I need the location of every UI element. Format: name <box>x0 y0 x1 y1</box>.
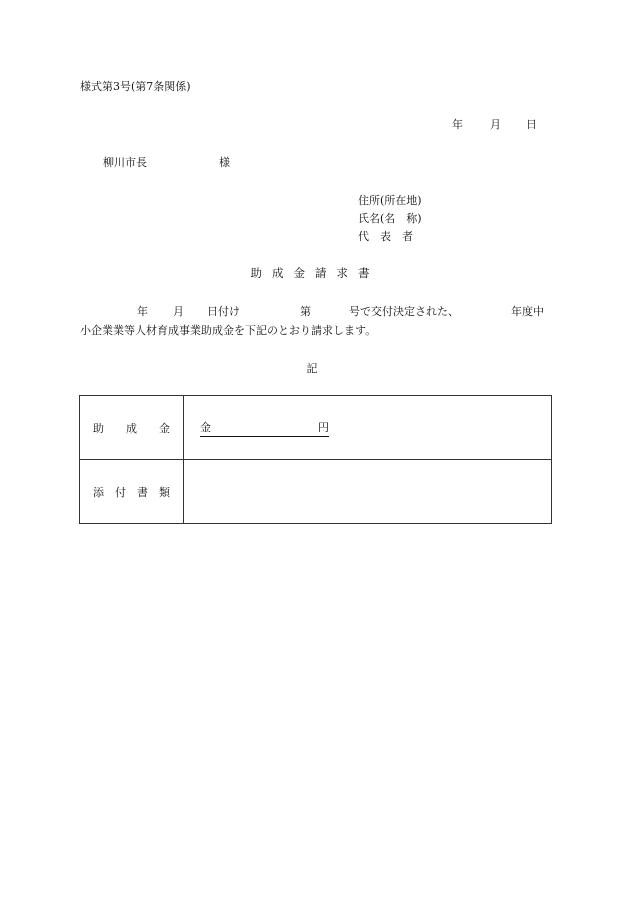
body-year: 年 <box>137 305 148 318</box>
subsidy-amount <box>184 396 552 460</box>
body-month: 月 <box>173 305 184 318</box>
date-month: 月 <box>490 118 501 131</box>
subsidy-label: 助 成 金 <box>80 396 184 460</box>
date-year: 年 <box>452 118 463 131</box>
amount-suffix: 円 <box>318 420 329 434</box>
detail-table <box>79 395 552 524</box>
body-dated: 日付け <box>207 305 240 318</box>
body-line-2: 小企業業等人材育成事業助成金を下記のとおり請求します。 <box>80 324 377 337</box>
addressee-honorific: 様 <box>219 156 230 169</box>
name-label: 氏名(名 称) <box>358 212 422 225</box>
amount-prefix: 金 <box>200 420 211 434</box>
record-heading: 記 <box>306 362 318 375</box>
representative-label: 代 表 者 <box>358 230 413 243</box>
attachments-label: 添 付 書 類 <box>80 460 184 524</box>
date-line <box>452 118 537 132</box>
date-day: 日 <box>526 118 537 131</box>
table-row <box>80 396 552 460</box>
form-number: 様式第3号(第7条関係) <box>80 80 191 93</box>
body-number-suffix: 号で交付決定された、 <box>349 305 459 318</box>
body-line-1 <box>80 305 544 319</box>
applicant-block <box>358 192 422 246</box>
body-number-prefix: 第 <box>300 305 311 318</box>
addressee-title: 柳川市長 <box>103 156 147 169</box>
body-fiscal-year: 年度中 <box>511 305 544 318</box>
table-row <box>80 460 552 524</box>
amount-line <box>200 419 329 437</box>
attachments-value <box>184 460 552 524</box>
addressee <box>103 156 230 170</box>
document-title: 助成金請求書 <box>250 266 380 280</box>
address-label: 住所(所在地) <box>358 194 422 207</box>
